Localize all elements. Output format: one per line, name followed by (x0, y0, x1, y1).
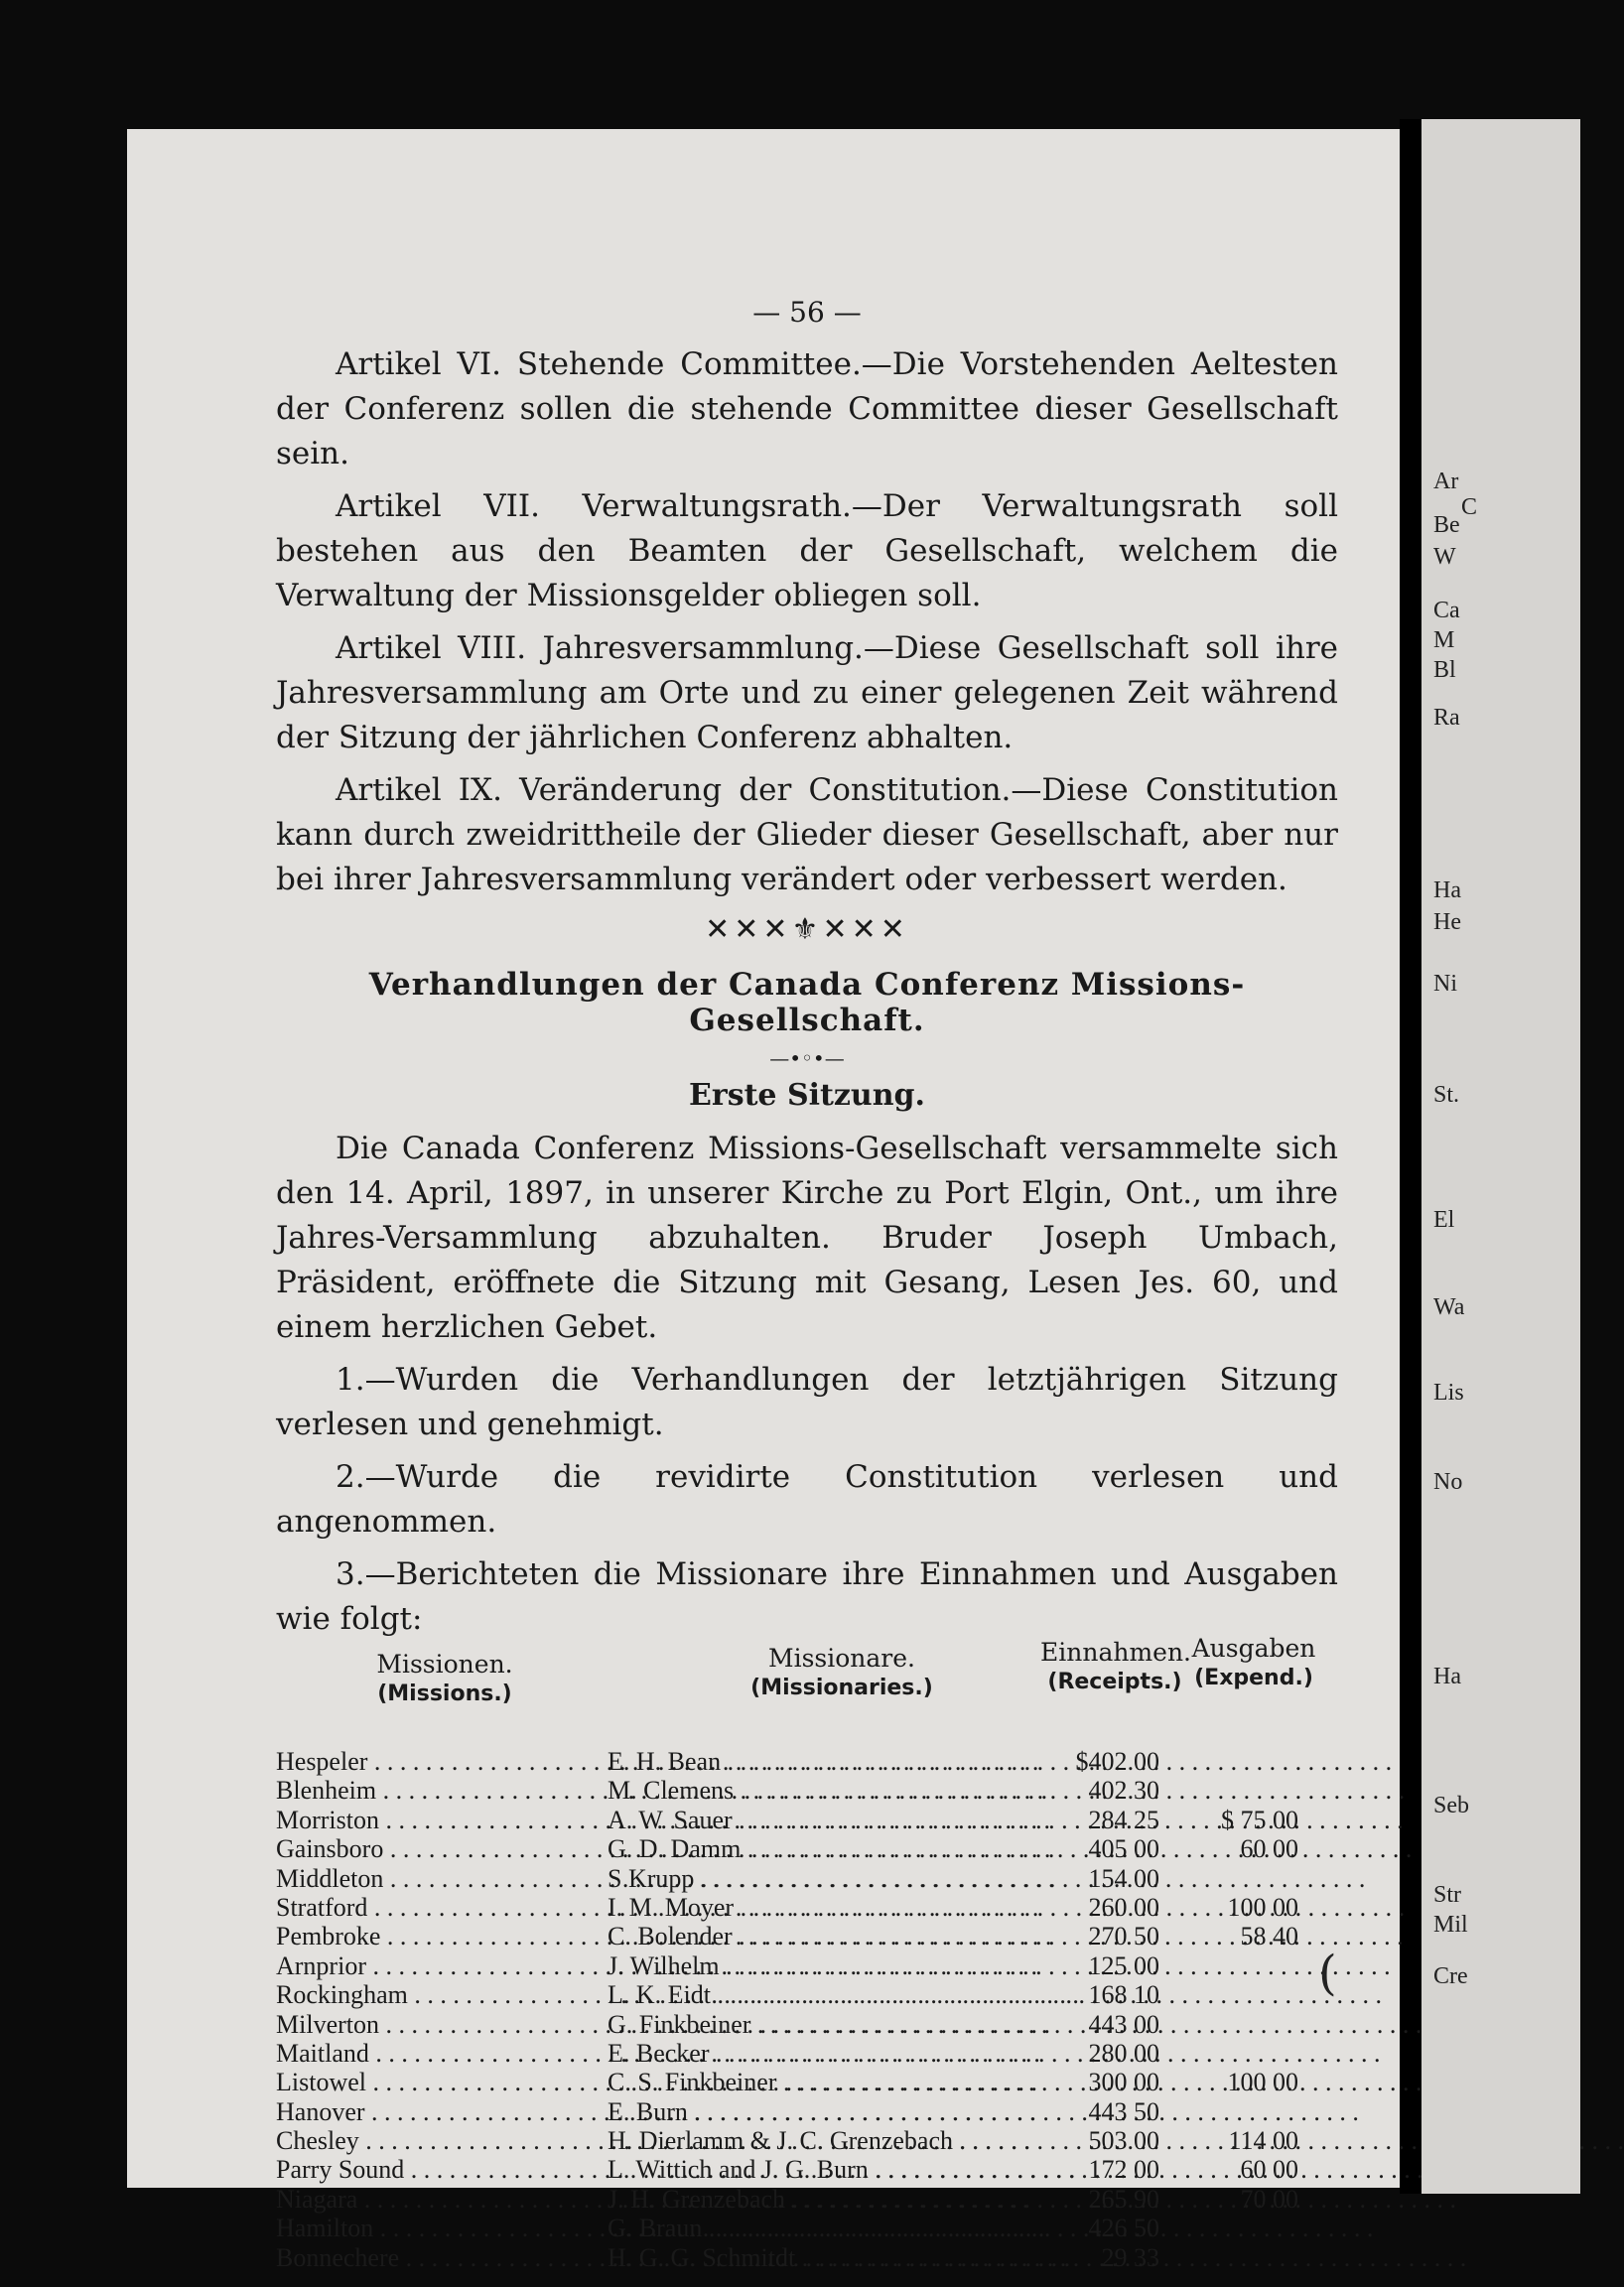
header-missionaries-de: Missionare. (768, 1644, 915, 1673)
mission-name: Bonnechere . . . (276, 2243, 606, 2272)
table-row (276, 2039, 1338, 2068)
header-expend (1189, 1634, 1318, 1693)
mission-name: Gainsboro . . . (276, 1834, 606, 1863)
page-gutter (1400, 119, 1421, 2194)
receipts-value: 168 10 (1088, 1980, 1159, 2010)
header-missionaries-en: (Missionaries.) (750, 1676, 933, 1700)
edge-fragment: Wa (1433, 1294, 1465, 1320)
table-row (276, 1951, 1338, 1980)
header-receipts-de: Einnahmen. (1040, 1638, 1192, 1667)
mission-name: Rockingham . . . (276, 1980, 606, 2009)
receipts-value: 280 00 (1088, 2038, 1159, 2068)
mission-name: Blenheim . . . (276, 1776, 606, 1805)
mission-name: Parry Sound . . . (276, 2155, 606, 2184)
edge-fragment: Cre (1433, 1963, 1468, 1989)
mission-name: Hespeler . . . (276, 1747, 606, 1776)
section-heading: Verhandlungen der Canada Conferenz Missions-Gesellschaft. (368, 967, 1246, 1038)
table-row (276, 1747, 1338, 1776)
receipts-value: 443 50 (1088, 2096, 1159, 2126)
mission-name: Hanover . . . (276, 2097, 606, 2126)
edge-fragment: W (1433, 544, 1456, 570)
receipts-value: 29 33 (1101, 2242, 1159, 2272)
expend-value: 70 00 (1240, 2184, 1298, 2214)
receipts-value: 154 00 (1088, 1863, 1159, 1893)
table-row (276, 1980, 1338, 2009)
mission-name: Listowel . . . (276, 2068, 606, 2096)
table-row (276, 2214, 1338, 2242)
edge-fragment: Bl (1433, 657, 1456, 683)
ornament-divider: ✕✕✕⚜✕✕✕ (705, 912, 909, 947)
expend-value: 100 00 (1227, 1892, 1298, 1922)
mission-name: Stratford . . . (276, 1893, 606, 1922)
table-header (276, 1634, 1338, 1747)
missionary-name: C. Bolender . . . (608, 1922, 1048, 1951)
mission-name: Chesley . . . (276, 2126, 606, 2155)
edge-fragment: Ha (1433, 1664, 1461, 1689)
table-row (276, 2097, 1338, 2126)
missionary-name: H. Dierlamm & J. C. Grenzebach . . . (608, 2126, 1048, 2155)
edge-fragment: Ha (1433, 877, 1461, 903)
expend-value: 100 00 (1227, 2068, 1298, 2097)
table-row (276, 2185, 1338, 2214)
missionary-name: G. Finkbeiner . . . (608, 2010, 1048, 2039)
table-row (276, 1864, 1338, 1893)
receipts-value: 125 00 (1088, 1951, 1159, 1980)
edge-fragment: Be (1433, 512, 1460, 538)
missionary-name: E. H. Bean . . . (608, 1747, 1048, 1776)
intro-paragraph: Die Canada Conferenz Missions-Gesellschaft versammelte sich den 14. April, 1897, in unserer Kirche zu Port Elgin, Ont., um ihre Jahres-Versammlung abzuhalten. Bruder Joseph Umbach, Präsident, eröffnete die Sitzung mit Gesang, Lesen Jes. 60, und einem herzlichen Gebet. (276, 1131, 1338, 1345)
table-row (276, 1806, 1338, 1834)
mission-name: Maitland . . . (276, 2039, 606, 2068)
edge-fragment: Ca (1433, 598, 1460, 623)
missionary-name: E. Becker . . . (608, 2039, 1048, 2068)
table-row (276, 2243, 1338, 2272)
page-number: — 56 — (752, 296, 862, 329)
receipts-value: 172 00 (1088, 2155, 1159, 2185)
missionary-name: I. M. Moyer . . . (608, 1893, 1048, 1922)
table-row (276, 2068, 1338, 2096)
table-row (276, 1776, 1338, 1805)
receipts-value: 300 00 (1088, 2068, 1159, 2097)
edge-fragment: Ni (1433, 971, 1457, 997)
missionary-name: L. Wittich and J. G. Burn . . . (608, 2155, 1048, 2184)
edge-fragment: Lis (1433, 1380, 1464, 1406)
header-missions-en: (Missions.) (377, 1682, 512, 1706)
edge-fragment: M (1433, 627, 1455, 653)
expend-value: 114 00 (1228, 2126, 1298, 2156)
header-expend-en: (Expend.) (1194, 1666, 1313, 1690)
missionary-name: J. H. Grenzebach . . . (608, 2185, 1048, 2214)
edge-fragment: Seb (1433, 1793, 1469, 1818)
missionary-name: G. D. Damm . . . (608, 1834, 1048, 1863)
edge-fragment: Ar (1433, 469, 1459, 494)
receipts-value: 405 00 (1088, 1834, 1159, 1864)
article-ix: Artikel IX. Veränderung der Constitution.—Diese Constitution kann durch zweidrittheile der Glieder dieser Gesellschaft, aber nur bei ihrer Jahresversammlung verändert oder verbessert werden. (276, 772, 1338, 897)
receipts-value: 270 50 (1088, 1922, 1159, 1951)
receipts-value: 260 00 (1088, 1892, 1159, 1922)
edge-fragment: St. (1433, 1082, 1460, 1108)
mission-name: Arnprior . . . (276, 1951, 606, 1980)
article-vii: Artikel VII. Verwaltungsrath.—Der Verwaltungsrath soll bestehen aus den Beamten der Gesellschaft, welchem die Verwaltung der Missionsgelder obliegen soll. (276, 488, 1338, 613)
header-missionaries (713, 1644, 971, 1703)
header-expend-de: Ausgaben (1191, 1634, 1316, 1663)
table-row (276, 1834, 1338, 1863)
expend-value: 60 00 (1240, 2155, 1298, 2185)
receipts-value: 265 90 (1088, 2184, 1159, 2214)
item-1: 1.—Wurden die Verhandlungen der letztjährigen Sitzung verlesen und genehmigt. (276, 1362, 1338, 1442)
mission-name: Pembroke . . . (276, 1922, 606, 1951)
table-row (276, 2126, 1338, 2155)
edge-fragment: No (1433, 1469, 1463, 1495)
mission-name: Middleton . . . (276, 1864, 606, 1893)
session-subheading: Erste Sitzung. (689, 1078, 925, 1113)
item-3: 3.—Berichteten die Missionare ihre Einnahmen und Ausgaben wie folgt: (276, 1556, 1338, 1637)
edge-fragment: Ra (1433, 705, 1460, 731)
receipts-value: $402 00 (1075, 1747, 1159, 1776)
mission-name: Morriston . . . (276, 1806, 606, 1834)
mission-name: Milverton . . . (276, 2010, 606, 2039)
ink-mark: ( (1318, 1946, 1337, 2001)
receipts-value: 284 25 (1088, 1805, 1159, 1834)
receipts-value: 503 00 (1088, 2126, 1159, 2156)
adjacent-page-edge (1421, 119, 1580, 2194)
expend-value: 60 00 (1240, 1834, 1298, 1864)
header-missions (336, 1650, 554, 1709)
missionary-name: G. Braun . . . (608, 2214, 1048, 2242)
header-receipts (1040, 1638, 1192, 1697)
missionary-name: S Krupp . . . (608, 1864, 1048, 1893)
article-viii: Artikel VIII. Jahresversammlung.—Diese Gesellschaft soll ihre Jahresversammlung am Orte und zu einer gelegenen Zeit während der Sitzung der jährlichen Conferenz abhalten. (276, 630, 1338, 755)
header-missions-de: Missionen. (376, 1650, 513, 1679)
missions-table (276, 1747, 1338, 2272)
table-row (276, 1922, 1338, 1951)
item-2: 2.—Wurde die revidirte Constitution verlesen und angenommen. (276, 1459, 1338, 1540)
edge-fragment: Str (1433, 1882, 1462, 1908)
expend-value: 58 40 (1240, 1922, 1298, 1951)
table-row (276, 2155, 1338, 2184)
edge-fragment: C (1461, 494, 1478, 520)
missionary-name: J. Wilhelm . . . (608, 1951, 1048, 1980)
edge-fragment: Mil (1433, 1912, 1468, 1938)
receipts-value: 402 30 (1088, 1776, 1159, 1806)
receipts-value: 443 00 (1088, 2009, 1159, 2039)
mission-name: Hamilton . . . (276, 2214, 606, 2242)
missionary-name: C. S. Finkbeiner . . . (608, 2068, 1048, 2096)
missionary-name: M. Clemens . . . (608, 1776, 1048, 1805)
receipts-value: 426 50 (1088, 2214, 1159, 2243)
edge-fragment: El (1433, 1207, 1455, 1233)
article-vi: Artikel VI. Stehende Committee.—Die Vorstehenden Aeltesten der Conferenz sollen die stehende Committee dieser Gesellschaft sein. (276, 346, 1338, 471)
edge-fragment: He (1433, 909, 1461, 935)
missionary-name: E. Burn . . . (608, 2097, 1048, 2126)
expend-value: $ 75 00 (1221, 1805, 1298, 1834)
mission-name: Niagara . . . (276, 2185, 606, 2214)
missionary-name: L. K. Eidt . . . (608, 1980, 1048, 2009)
page-content (276, 296, 1338, 2272)
document-page (127, 129, 1400, 2272)
missionary-name: H. G. G. Schmitdt . . . (608, 2243, 1048, 2272)
small-divider: —•◦•— (769, 1046, 845, 1070)
table-row (276, 2010, 1338, 2039)
header-receipts-en: (Receipts.) (1047, 1670, 1182, 1694)
table-row (276, 1893, 1338, 1922)
missionary-name: A. W. Sauer . . . (608, 1806, 1048, 1834)
